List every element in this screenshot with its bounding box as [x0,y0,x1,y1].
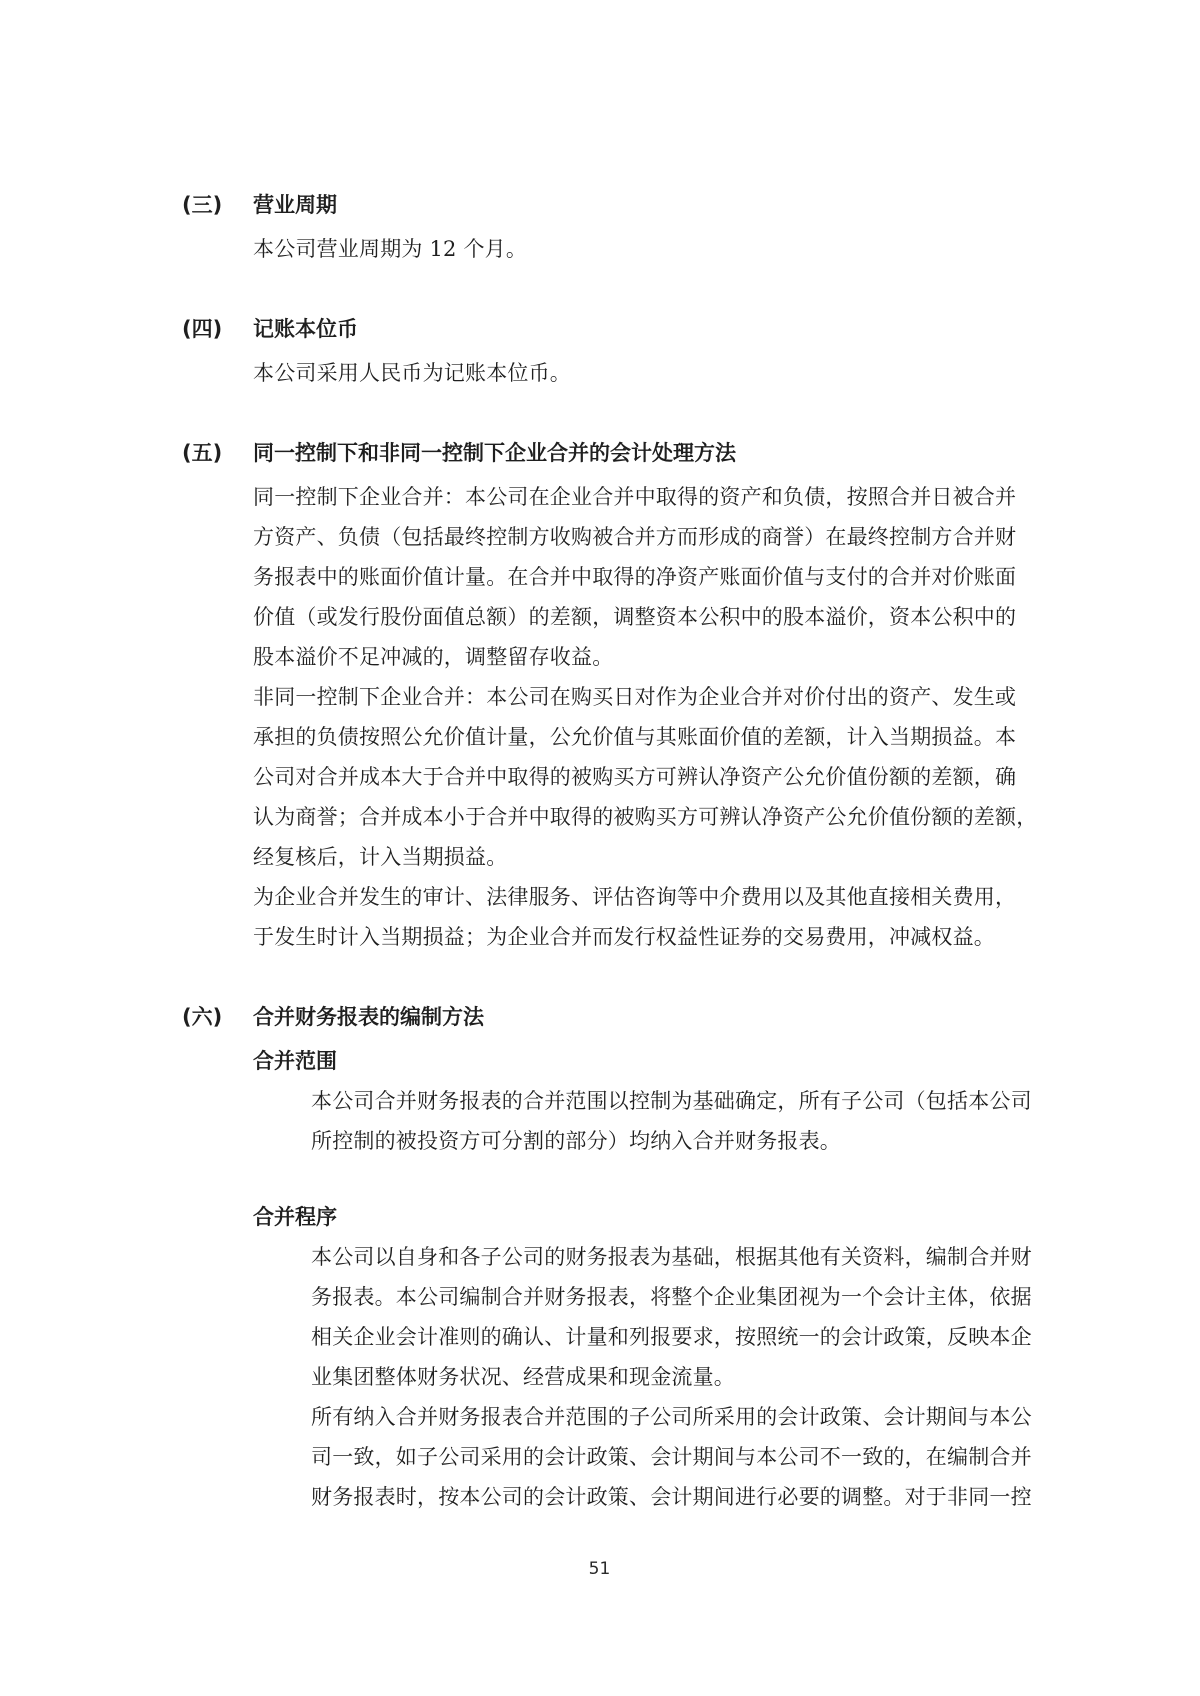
paragraph [253,353,1017,393]
text-line: 为企业合并发生的审计、法律服务、评估咨询等中介费用以及其他直接相关费用， [253,885,1017,909]
text-line: 本公司合并财务报表的合并范围以控制为基础确定，所有子公司（包括本公司 [311,1089,1032,1113]
text-line: 务报表中的账面价值计量。在合并中取得的净资产账面价值与支付的合并对价账面 [253,565,1017,589]
text-line: 相关企业会计准则的确认、计量和列报要求，按照统一的会计政策，反映本企 [311,1325,1032,1349]
text-line: 本公司采用人民币为记账本位币。 [253,361,571,385]
section-label: (四) [182,317,223,341]
text-line: 本公司营业周期为 12 个月。 [253,237,528,261]
text-line: 司一致，如子公司采用的会计政策、会计期间与本公司不一致的，在编制合并 [311,1445,1032,1469]
text-line: 本公司以自身和各子公司的财务报表为基础，根据其他有关资料，编制合并财 [311,1245,1032,1269]
text-line: 同一控制下企业合并：本公司在企业合并中取得的资产和负债，按照合并日被合并 [253,485,1017,509]
text-line: 方资产、负债（包括最终控制方收购被合并方而形成的商誉）在最终控制方合并财 [253,525,1017,549]
paragraph [311,1397,1032,1517]
text-line: 非同一控制下企业合并：本公司在购买日对作为企业合并对价付出的资产、发生或 [253,685,1017,709]
page-footer [182,1557,1017,1581]
paragraph [253,677,1038,877]
section-business-combinations [182,433,1200,957]
section-title: 营业周期 [253,193,337,217]
paragraph [253,477,1017,677]
section-body [253,433,1038,957]
text-line: 经复核后，计入当期损益。 [253,845,508,869]
section-body [253,185,1017,269]
section-body [253,309,1017,393]
section-functional-currency [182,309,1200,393]
section-operating-cycle [182,185,1200,269]
section-label: (六) [182,1005,223,1029]
text-line: 务报表。本公司编制合并财务报表，将整个企业集团视为一个会计主体，依据 [311,1285,1032,1309]
subsection-title-consolidation-procedure: 合并程序 [253,1205,337,1229]
paragraph [311,1237,1032,1397]
section-title: 合并财务报表的编制方法 [253,1005,484,1029]
text-line: 价值（或发行股份面值总额）的差额，调整资本公积中的股本溢价，资本公积中的 [253,605,1017,629]
text-line: 公司对合并成本大于合并中取得的被购买方可辨认净资产公允价值份额的差额，确 [253,765,1017,789]
section-body [253,997,1032,1517]
text-line: 所有纳入合并财务报表合并范围的子公司所采用的会计政策、会计期间与本公 [311,1405,1032,1429]
section-consolidation-method [182,997,1200,1517]
text-line: 承担的负债按照公允价值计量，公允价值与其账面价值的差额，计入当期损益。本 [253,725,1017,749]
section-title: 同一控制下和非同一控制下企业合并的会计处理方法 [253,441,736,465]
section-label: (五) [182,441,223,465]
paragraph [311,1081,1032,1161]
text-line: 于发生时计入当期损益；为企业合并而发行权益性证券的交易费用，冲减权益。 [253,925,995,949]
section-label: (三) [182,193,223,217]
text-line: 业集团整体财务状况、经营成果和现金流量。 [311,1365,735,1389]
page-number: 51 [588,1559,611,1579]
section-title: 记账本位币 [253,317,358,341]
paragraph [253,229,1017,269]
subsection-title-consolidation-scope: 合并范围 [253,1049,337,1073]
paragraph [253,877,1017,957]
text-line: 所控制的被投资方可分割的部分）均纳入合并财务报表。 [311,1129,841,1153]
text-line: 股本溢价不足冲减的，调整留存收益。 [253,645,614,669]
text-line: 财务报表时，按本公司的会计政策、会计期间进行必要的调整。对于非同一控 [311,1485,1032,1509]
text-line: 认为商誉；合并成本小于合并中取得的被购买方可辨认净资产公允价值份额的差额， [253,805,1038,829]
